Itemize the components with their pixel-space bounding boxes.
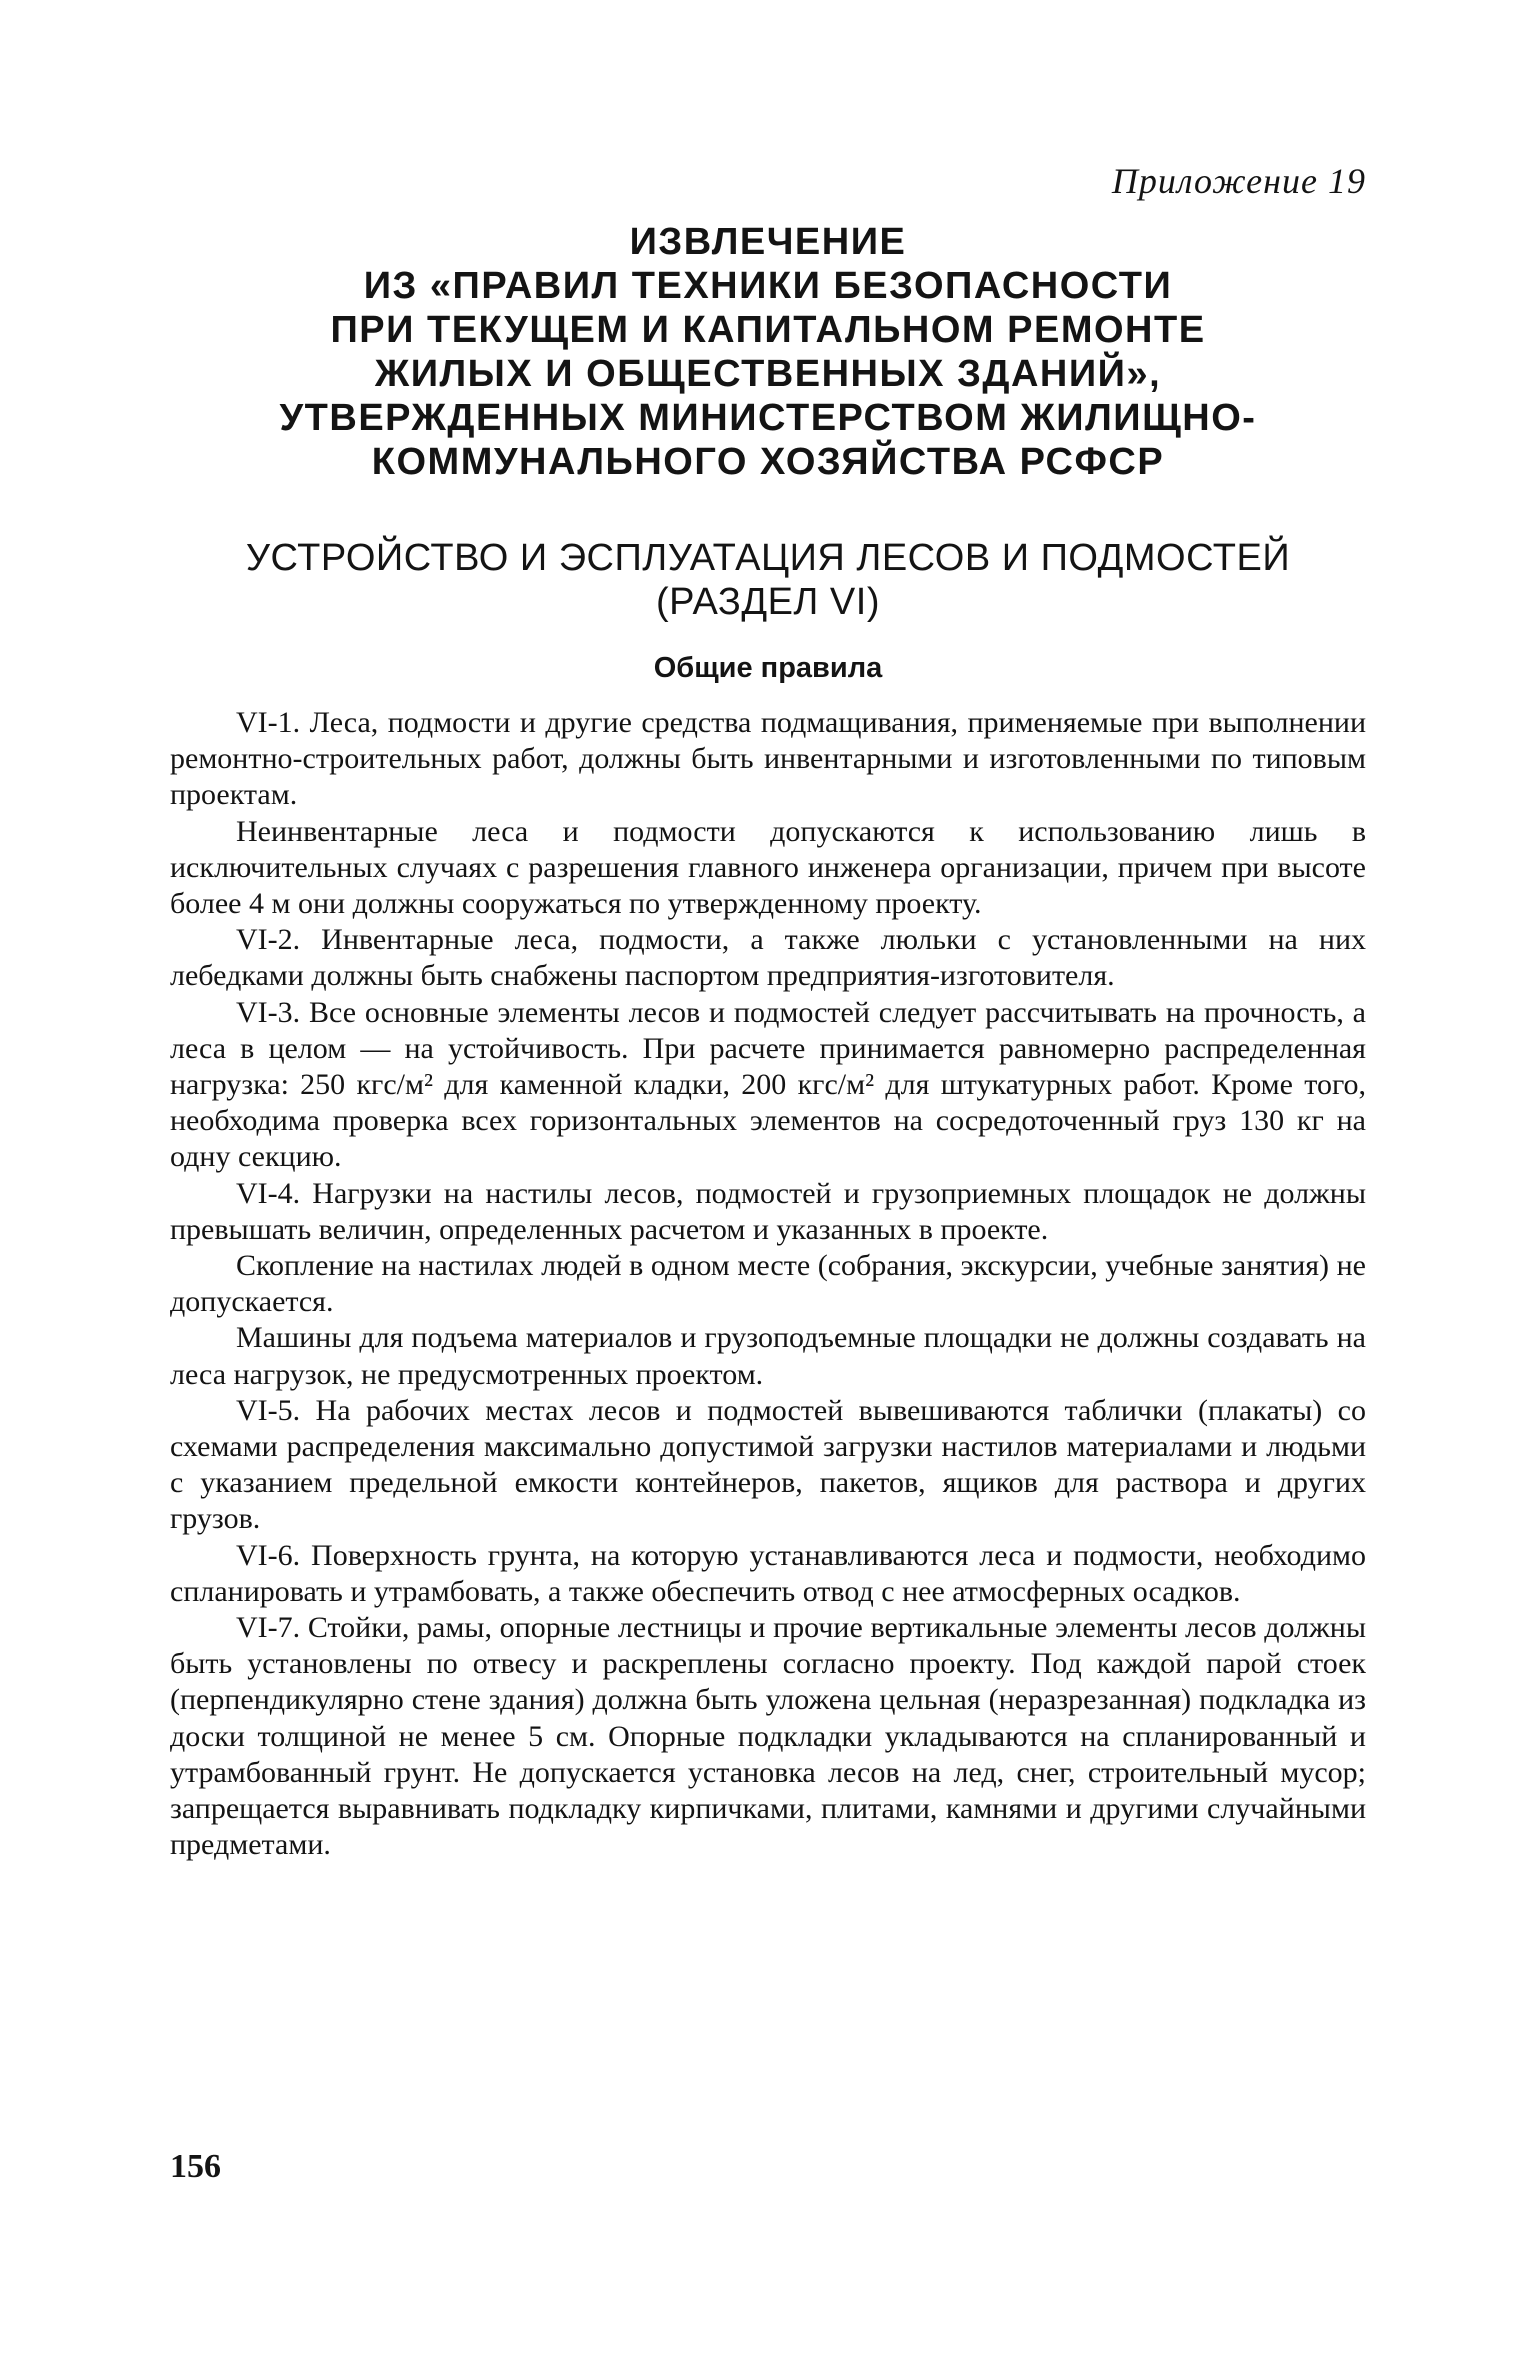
section-title-line: (РАЗДЕЛ VI) bbox=[656, 581, 880, 623]
heading-line: УТВЕРЖДЕННЫХ МИНИСТЕРСТВОМ ЖИЛИЩНО- bbox=[279, 397, 1257, 439]
heading-line: ИЗВЛЕЧЕНИЕ bbox=[629, 221, 907, 263]
paragraph: VI-7. Стойки, рамы, опорные лестницы и прочие вертикальные элементы лесов должны быть установлены по отвесу и раскреплены согласно проекту. Под каждой парой стоек (перпендикулярно стене здания) должна быть уложена цельная (неразрезанная) подкладка из доски толщиной не менее 5 см. Опорные подкладки укладываются на спланированный и утрамбованный грунт. Не допускается установка лесов на лед, снег, строительный мусор; запрещается выравнивать подкладку кирпичками, плитами, камнями и другими случайными предметами. bbox=[170, 1611, 1366, 1862]
subheading: Общие правила bbox=[653, 652, 883, 684]
paragraph: VI-1. Леса, подмости и другие средства подмащивания, применяемые при выполнении ремонтно-строительных работ, должны быть инвентарными и изготовленными по типовым проектам. bbox=[170, 706, 1366, 812]
paragraph: VI-4. Нагрузки на настилы лесов, подмостей и грузоприемных площадок не должны превышать величин, определенных расчетом и указанных в проекте. bbox=[170, 1176, 1366, 1246]
heading-line: ЖИЛЫХ И ОБЩЕСТВЕННЫХ ЗДАНИЙ», bbox=[374, 353, 1162, 395]
appendix-label: Приложение 19 bbox=[1111, 161, 1366, 201]
paragraph: Машины для подъема материалов и грузоподъемные площадки не должны создавать на леса нагрузок, не предусмотренных проектом. bbox=[170, 1321, 1366, 1391]
body-text bbox=[170, 705, 1366, 1864]
heading-line: КОММУНАЛЬНОГО ХОЗЯЙСТВА РСФСР bbox=[371, 441, 1165, 483]
document-heading bbox=[170, 220, 1366, 484]
heading-line: ИЗ «ПРАВИЛ ТЕХНИКИ БЕЗОПАСНОСТИ bbox=[363, 265, 1173, 307]
document-page bbox=[170, 160, 1366, 1864]
paragraph: VI-3. Все основные элементы лесов и подмостей следует рассчитывать на прочность, а леса в целом — на устойчивость. При расчете принимается равномерно распределенная нагрузка: 250 кгс/м² для каменной кладки, 200 кгс/м² для штукатурных работ. Кроме того, необходима проверка всех горизонтальных элементов на сосредоточенный груз 130 кг на одну секцию. bbox=[170, 995, 1366, 1174]
page-number: 156 bbox=[170, 2148, 221, 2185]
paragraph: VI-6. Поверхность грунта, на которую устанавливаются леса и подмости, необходимо спланировать и утрамбовать, а также обеспечить отвод с нее атмосферных осадков. bbox=[170, 1538, 1366, 1608]
heading-line: ПРИ ТЕКУЩЕМ И КАПИТАЛЬНОМ РЕМОНТЕ bbox=[330, 309, 1206, 351]
section-title bbox=[170, 536, 1366, 624]
paragraph: Скопление на настилах людей в одном месте (собрания, экскурсии, учебные занятия) не допускается. bbox=[170, 1249, 1366, 1319]
paragraph: VI-2. Инвентарные леса, подмости, а также люльки с установленными на них лебедками должны быть снабжены паспортом предприятия-изготовителя. bbox=[170, 923, 1366, 993]
paragraph: Неинвентарные леса и подмости допускаются к использованию лишь в исключительных случаях с разрешения главного инженера организации, причем при высоте более 4 м они должны сооружаться по утвержденному проекту. bbox=[170, 814, 1366, 921]
paragraph: VI-5. На рабочих местах лесов и подмостей вывешиваются таблички (плакаты) со схемами распределения максимально допустимой загрузки настилов материалами и людьми с указанием предельной емкости контейнеров, пакетов, ящиков для раствора и других грузов. bbox=[170, 1393, 1366, 1536]
section-title-line: УСТРОЙСТВО И ЭСПЛУАТАЦИЯ ЛЕСОВ И ПОДМОСТЕЙ bbox=[245, 537, 1291, 579]
